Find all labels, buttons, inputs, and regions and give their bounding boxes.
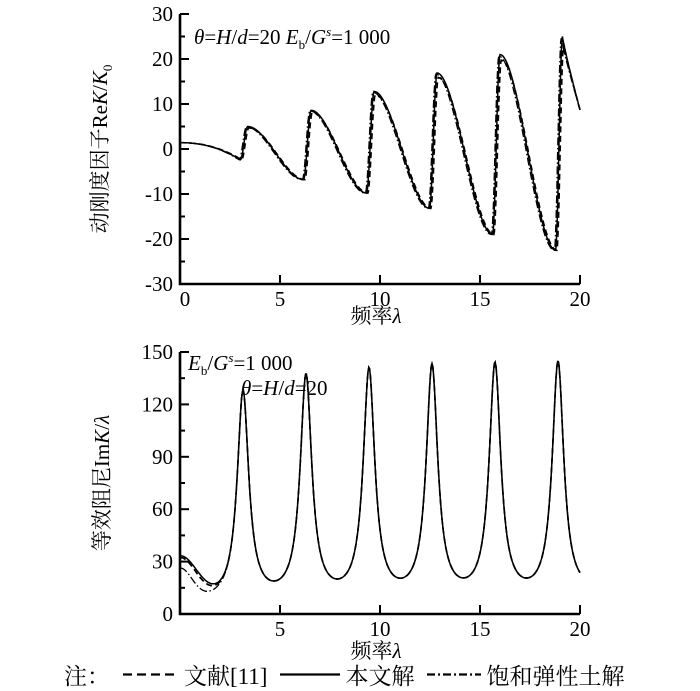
dash-dot-line-icon [426, 670, 482, 679]
legend-item-label: 本文解 [345, 664, 415, 689]
legend-item-label: 饱和弹性土解 [486, 664, 625, 689]
bottom-chart-y-axis-label: 等效阻尼ImK/λ [89, 414, 114, 552]
svg-text:10: 10 [369, 617, 391, 641]
svg-text:0: 0 [162, 602, 173, 626]
svg-text:20: 20 [569, 287, 591, 311]
svg-text:120: 120 [141, 392, 173, 417]
svg-text:10: 10 [369, 287, 391, 311]
bottom-chart-annotation-line1: $E_b/G^s=1$ 000 [188, 350, 293, 379]
dashed-line-icon [122, 670, 180, 679]
legend-item-saturated-elastic [426, 658, 624, 691]
svg-text:15: 15 [469, 617, 491, 641]
svg-text:15: 15 [469, 287, 491, 311]
legend-note-prefix: 注： [64, 664, 110, 689]
svg-text:20: 20 [569, 617, 591, 641]
svg-text:0: 0 [179, 287, 191, 311]
bottom-chart-x-axis-label: 频率λ [350, 639, 402, 663]
figure-legend [64, 658, 624, 691]
svg-text:-10: -10 [145, 182, 173, 206]
svg-text:5: 5 [274, 287, 286, 311]
svg-text:150: 150 [141, 340, 173, 364]
svg-text:-20: -20 [145, 227, 173, 251]
bottom-chart-annotation-line2: θ=H/d=20 [241, 376, 328, 400]
svg-text:60: 60 [152, 497, 173, 522]
top-chart-y-axis-label: 动刚度因子ReK/$K_0$ [87, 64, 116, 234]
top-chart-annotation: θ=H/d=20 $E_b/G^s=1$ 000 [194, 24, 391, 53]
svg-text:10: 10 [152, 92, 173, 116]
solid-line-icon [279, 670, 341, 679]
svg-text:30: 30 [152, 2, 173, 26]
legend-item-present-solution [279, 658, 414, 691]
svg-text:30: 30 [152, 549, 173, 574]
legend-item-reference [122, 658, 267, 691]
svg-text:0: 0 [162, 137, 173, 161]
top-chart-x-axis-label: 频率λ [350, 304, 402, 328]
svg-text:-30: -30 [145, 272, 173, 296]
svg-text:90: 90 [152, 444, 173, 469]
svg-text:5: 5 [274, 617, 286, 641]
legend-item-label: 文献[11] [184, 664, 268, 689]
svg-text:20: 20 [152, 47, 173, 71]
